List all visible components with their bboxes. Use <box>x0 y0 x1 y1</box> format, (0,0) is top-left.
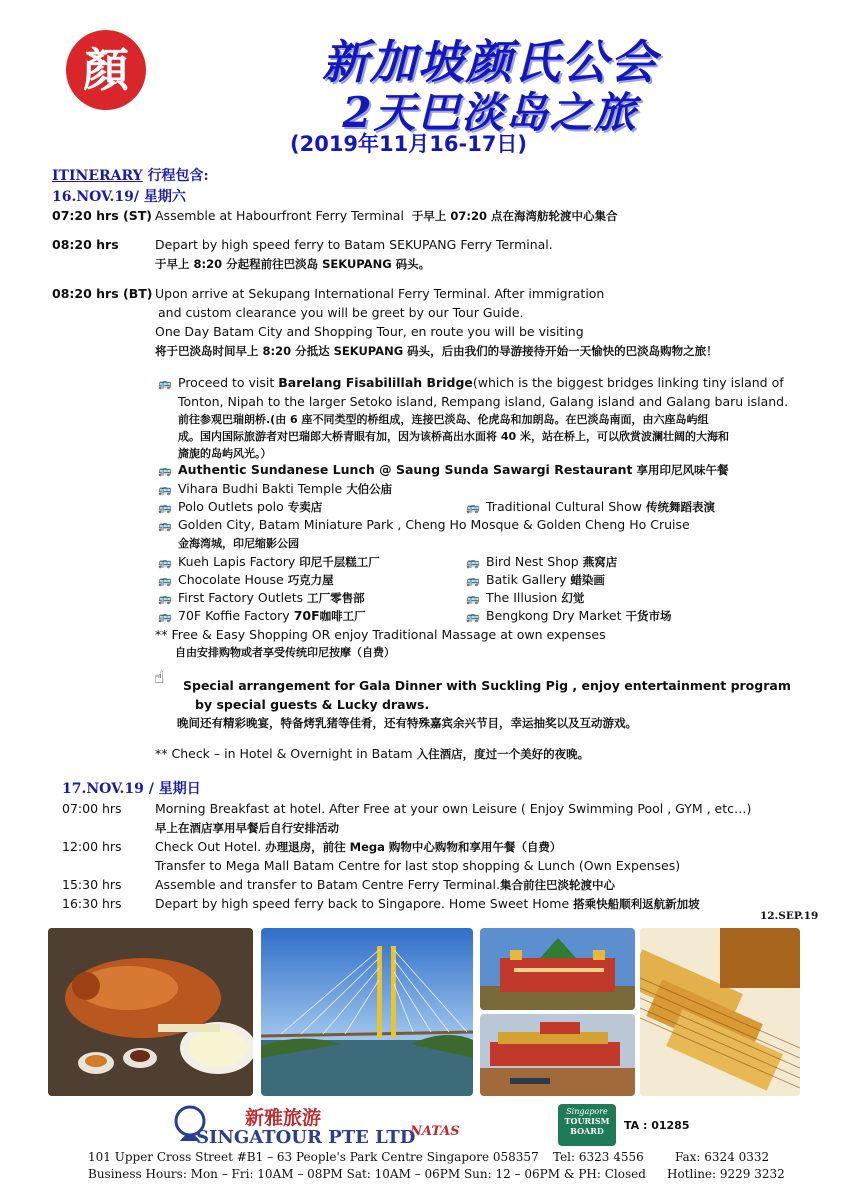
bus-icon: 🚌 <box>158 610 172 623</box>
day2-time-1: 07:00 hrs <box>62 801 122 816</box>
agency-name-zh: 新雅旅游 <box>245 1107 322 1129</box>
ta-number: TA : 01285 <box>624 1119 690 1132</box>
bullet-bridge-zh-3: 旖旎的岛屿风光。） <box>178 447 272 460</box>
itinerary-heading-zh: 行程包含: <box>147 168 209 184</box>
logo-character: 顏 <box>83 43 129 97</box>
day2-item-1-zh: 早上在酒店享用早餐后自行安排活动 <box>155 821 339 835</box>
bus-icon: 🚌 <box>466 610 480 623</box>
day2-time-2: 12:00 hrs <box>62 839 122 854</box>
day1-item-3-zh: 将于巴淡岛时间早上 8:20 分抵达 SEKUPANG 码头，后由我们的导游接待开始一天愉快的巴淡岛购物之旅！ <box>155 344 718 358</box>
address: 101 Upper Cross Street #B1 – 63 People's Park Centre Singapore 058357 <box>88 1150 539 1164</box>
bus-icon: 🚌 <box>158 574 172 587</box>
day2-item-3: Assemble and transfer to Batam Centre Ferry Terminal.集合前往巴淡轮渡中心 <box>155 877 616 892</box>
bullet-koffie: 🚌 70F Koffie Factory 70F咖啡工厂 <box>158 607 366 626</box>
day1-item-3-line-1: Upon arrive at Sekupang International Ferry Terminal. After immigration <box>155 286 605 301</box>
bullet-golden-city: 🚌 Golden City, Batam Miniature Park , Cheng Ho Mosque & Golden Cheng Ho Cruise <box>158 516 690 535</box>
bus-icon: 🚌 <box>466 592 480 605</box>
day1-item-2: Depart by high speed ferry to Batam SEKUPANG Ferry Terminal. <box>155 237 553 252</box>
day2-item-2: Check Out Hotel. 办理退房，前往 Mega 购物中心购物和享用午餐（自费） <box>155 839 562 854</box>
photo-kueh-lapis <box>640 928 800 1096</box>
day2-time-4: 16:30 hrs <box>62 896 122 911</box>
bus-icon: 🚌 <box>466 556 480 569</box>
bullet-batik: 🚌 Batik Gallery 蜡染画 <box>466 571 605 590</box>
date-stamp: 12.SEP.19 <box>760 910 819 922</box>
fax: Fax: 6324 0332 <box>675 1150 770 1164</box>
bus-icon: 🚌 <box>158 592 172 605</box>
day1-item-3-line-3: One Day Batam City and Shopping Tour, en route you will be visiting <box>155 324 584 339</box>
photo-barelang-bridge <box>261 928 473 1096</box>
bullet-bridge-zh-1: 前往参观巴瑞朗桥.(由 6 座不同类型的桥组成，连接巴淡岛、伦虎岛和加朗岛。在巴淡岛南面，由六座岛屿组 <box>178 413 709 426</box>
day2-time-3: 15:30 hrs <box>62 877 122 892</box>
day1-item-3-line-2: and custom clearance you will be greet by our Tour Guide. <box>158 305 524 320</box>
bus-icon: 🚌 <box>158 483 172 496</box>
business-hours: Business Hours: Mon – Fri: 10AM – 08PM Sat: 10AM – 06PM Sun: 12 – 06PM & PH: Closed <box>88 1167 646 1181</box>
itinerary-heading-en: ITINERARY <box>52 168 143 184</box>
day1-item-2-zh: 于早上 8:20 分起程前往巴淡岛 SEKUPANG 码头。 <box>155 257 431 271</box>
bus-icon: 🚌 <box>158 501 172 514</box>
day1-time-2: 08:20 hrs <box>52 237 119 252</box>
pointing-hand-icon: ☝ <box>154 668 165 688</box>
bullet-lunch: 🚌 Authentic Sundanese Lunch @ Saung Sunda Sawargi Restaurant 享用印尼风味午餐 <box>158 461 729 480</box>
bullet-factory-outlets: 🚌 First Factory Outlets 工厂零售部 <box>158 589 365 608</box>
itinerary-heading <box>52 165 209 185</box>
bus-icon: 🚌 <box>158 464 172 477</box>
day1-item-1: Assemble at Habourfront Ferry Terminal 于早上 07:20 点在海湾舫轮渡中心集合 <box>155 208 618 223</box>
tourism-board-logo: Singapore TOURISM BOARD <box>558 1104 616 1146</box>
special-line-2: by special guests & Lucky draws. <box>195 697 430 712</box>
bullet-bird-nest: 🚌 Bird Nest Shop 燕窝店 <box>466 553 617 572</box>
bullet-illusion: 🚌 The Illusion 幻觉 <box>466 589 584 608</box>
checkin: ** Check – in Hotel & Overnight in Batam 入住酒店，度过一个美好的夜晚。 <box>155 746 590 761</box>
photo-cruise <box>480 1014 635 1096</box>
day1-time-1: 07:20 hrs (ST) <box>52 208 152 223</box>
day2-item-4: Depart by high speed ferry back to Singapore. Home Sweet Home 搭乘快船顺利返航新加坡 <box>155 896 700 911</box>
title-line-1: 新加坡颜氏公会 <box>322 35 658 89</box>
day2-item-1: Morning Breakfast at hotel. After Free at your own Leisure ( Enjoy Swimming Pool , GYM , etc…) <box>155 801 752 816</box>
special-line-1: Special arrangement for Gala Dinner with Suckling Pig , enjoy entertainment program <box>183 678 791 693</box>
bus-icon: 🚌 <box>466 574 480 587</box>
bus-icon: 🚌 <box>158 556 172 569</box>
bus-icon: 🚌 <box>158 519 172 532</box>
free-shopping: ** Free & Easy Shopping OR enjoy Traditional Massage at own expenses <box>155 627 606 642</box>
bullet-temple: 🚌 Vihara Budhi Bakti Temple 大伯公庙 <box>158 480 392 499</box>
special-zh: 晚间还有精彩晚宴，特备烤乳猪等佳肴，还有特殊嘉宾余兴节目，幸运抽奖以及互动游戏。 <box>177 716 637 730</box>
day2-heading: 17.NOV.19 / 星期日 <box>62 781 201 797</box>
bullet-bridge-line-2: Tonton, Nipah to the larger Setoko island, Rempang island, Galang island and Galang baru island. <box>178 394 789 409</box>
hotline: Hotline: 9229 3232 <box>667 1167 785 1181</box>
bullet-polo: 🚌 Polo Outlets polo 专卖店 <box>158 498 322 517</box>
agency-name-en: SINGATOUR PTE LTD <box>196 1127 416 1148</box>
date-range: (2019年11月16-17日) <box>290 132 528 156</box>
day1-heading: 16.NOV.19/ 星期六 <box>52 189 186 205</box>
association-logo <box>66 30 146 110</box>
bus-icon: 🚌 <box>466 501 480 514</box>
natas-logo: NATAS <box>410 1124 460 1139</box>
bullet-dry-market: 🚌 Bengkong Dry Market 干货市场 <box>466 607 671 626</box>
bullet-cultural-show: 🚌 Traditional Cultural Show 传统舞蹈表演 <box>466 498 715 517</box>
bullet-bridge: 🚌 Proceed to visit Barelang Fisabilillah Bridge(which is the biggest bridges linking tiny island of <box>158 374 784 393</box>
bullet-bridge-zh-2: 成。国内国际旅游者对巴瑞郎大桥青眼有加，因为该桥高出水面将 40 米，站在桥上，可以欣赏波澜壮阔的大海和 <box>178 430 729 443</box>
bullet-chocolate: 🚌 Chocolate House 巧克力屋 <box>158 571 334 590</box>
title-line-2: 2天巴淡岛之旅 <box>342 88 638 137</box>
tel: Tel: 6323 4556 <box>553 1150 644 1164</box>
bullet-kueh-lapis: 🚌 Kueh Lapis Factory 印尼千层糕工厂 <box>158 553 380 572</box>
bullet-golden-city-zh: 金海湾城，印尼缩影公园 <box>178 537 299 550</box>
free-shopping-zh: 自由安排购物或者享受传统印尼按摩（自费） <box>175 646 395 659</box>
bus-icon: 🚌 <box>158 377 172 390</box>
photo-mosque <box>480 928 635 1010</box>
day1-time-3: 08:20 hrs (BT) <box>52 286 153 301</box>
day2-item-2-b: Transfer to Mega Mall Batam Centre for last stop shopping & Lunch (Own Expenses) <box>155 858 681 873</box>
photo-suckling-pig <box>48 928 253 1096</box>
